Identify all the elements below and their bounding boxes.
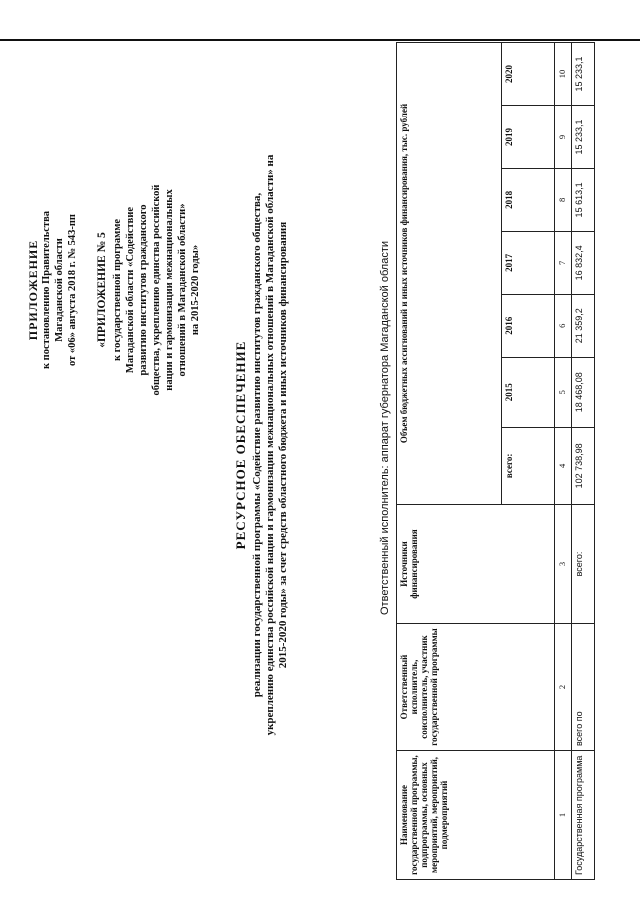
appendix5-line: на 2015-2020 годы» [190,244,201,336]
table-row [572,43,595,880]
title-line: реализации государственной программы «Содействие развитию институтов гражданского общества, [251,192,263,698]
appendix5-block [96,80,202,500]
column-number: 9 [555,106,572,169]
appendix5-line: отношений в Магаданской области» [177,203,188,377]
subheader-year: 2017 [502,231,555,294]
header-source: Источники финансирования [397,505,555,624]
resource-table [396,42,595,880]
header-volume: Объем бюджетных ассигнований и иных источников финансирования, тыс. рублей [397,43,502,505]
appendix5-line: нации и гармонизации межнациональных [164,189,175,391]
appendix5-line: к государственной программе [112,218,123,362]
row-value: 15 233,1 [572,106,595,169]
subheader-year: 2015 [502,357,555,427]
column-number: 7 [555,231,572,294]
appendix-heading: ПРИЛОЖЕНИЕ [26,239,40,341]
title-heading: РЕСУРСНОЕ ОБЕСПЕЧЕНИЕ [233,340,248,550]
subheader-total: всего: [502,427,555,504]
appendix5-line: общества, укреплению единства российской [151,184,162,396]
appendix-line: к постановлению Правительства [41,210,52,370]
row-name: Государственная программа [572,751,595,880]
page-edge-line [0,39,640,41]
document-title [234,25,290,865]
table-header-row [397,43,502,880]
row-value: 102 738,98 [572,427,595,504]
title-line: укреплению единства российской нации и гармонизации межнациональных отношений в Магаданской области» на [264,154,276,736]
column-number: 8 [555,168,572,231]
appendix5-line: развитию институтов гражданского [138,204,149,376]
column-number: 2 [555,624,572,751]
row-value: 18 468,08 [572,357,595,427]
subheader-year: 2018 [502,168,555,231]
column-number: 3 [555,505,572,624]
row-source: всего: [572,505,595,624]
subheader-year: 2019 [502,106,555,169]
subheader-year: 2016 [502,294,555,357]
appendix5-heading: «ПРИЛОЖЕНИЕ № 5 [96,232,108,348]
header-executor: Ответственный исполнитель, соисполнитель, участник государственной программы [397,624,555,751]
row-executor: всего по [572,624,595,751]
row-value: 15 613,1 [572,168,595,231]
column-number: 4 [555,427,572,504]
subheader-year: 2020 [502,43,555,106]
row-value: 16 832,4 [572,231,595,294]
appendix-block [27,140,79,440]
appendix-line: Магаданской области [54,238,65,342]
column-number: 1 [555,751,572,880]
header-name: Наименование государственной программы, подпрограммы, основных мероприятий, мероприятий, подмероприятий [397,751,555,880]
row-value: 21 359,2 [572,294,595,357]
column-number: 6 [555,294,572,357]
title-line: 2015-2020 годы» за счет средств областного бюджета и иных источников финансирования [277,221,289,669]
appendix5-line: Магаданской области «Содействие [125,206,136,374]
row-value: 15 233,1 [572,43,595,106]
column-number-row [555,43,572,880]
responsible-executor: Ответственный исполнитель: аппарат губернатора Магаданской области [379,240,391,615]
column-number: 5 [555,357,572,427]
appendix-line: от «06» августа 2018 г. № 543-пп [67,214,78,366]
column-number: 10 [555,43,572,106]
